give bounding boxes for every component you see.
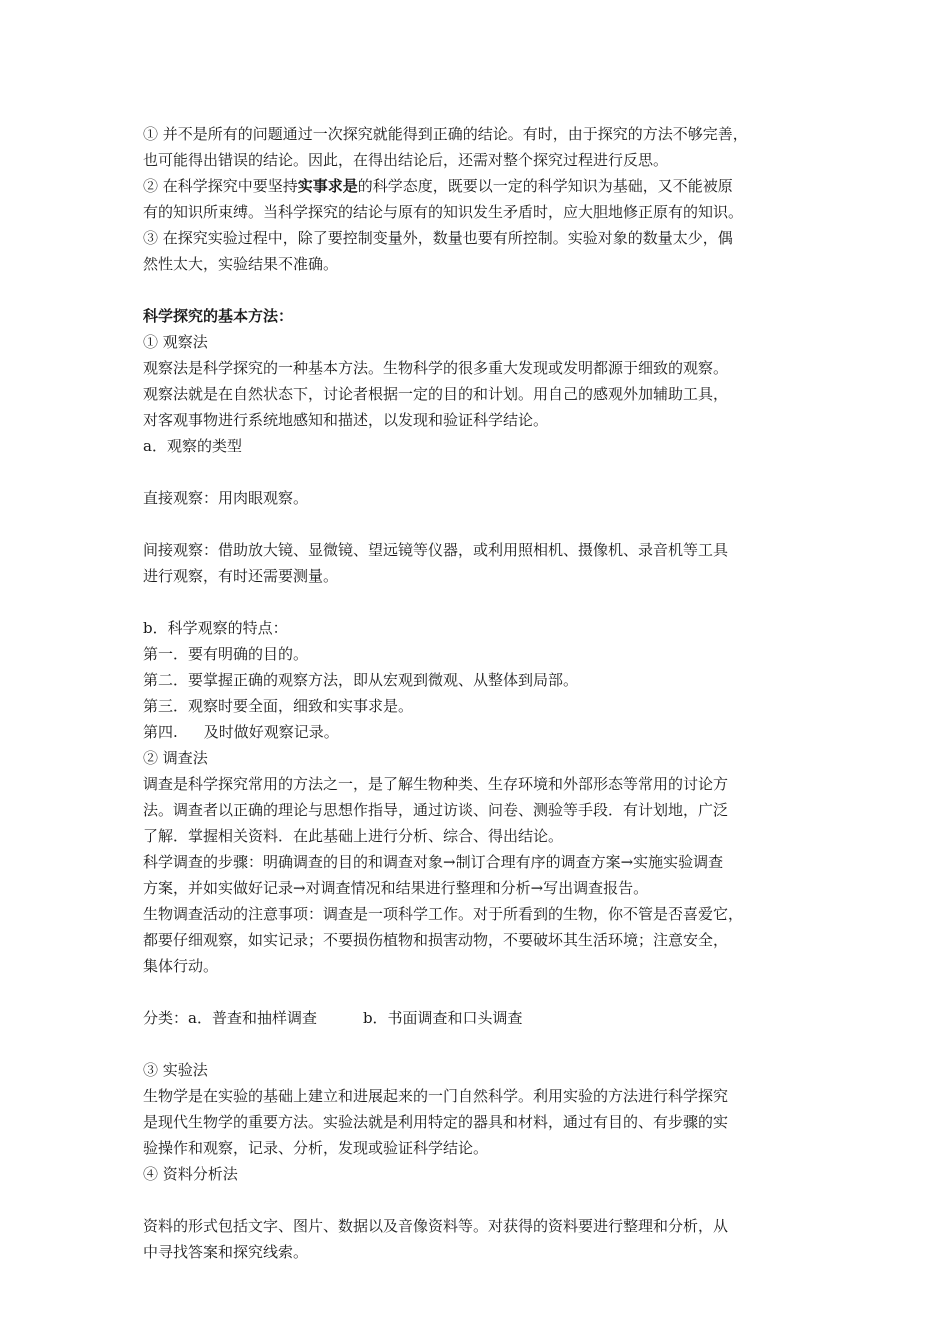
paragraph-line: 科学调查的步骤：明确调查的目的和调查对象→制订合理有序的调查方案→实施实验调查 (143, 853, 724, 871)
paragraph-line: 也可能得出错误的结论。因此，在得出结论后，还需对整个探究过程进行反思。 (143, 151, 669, 169)
list-item: 第三．观察时要全面，细致和实事求是。 (143, 697, 414, 715)
paragraph-line: ① 并不是所有的问题通过一次探究就能得到正确的结论。有时，由于探究的方法不够完善， (143, 125, 748, 143)
classification-b: b．书面调查和口头调查 (362, 1009, 523, 1027)
paragraph-line: 方案，并如实做好记录→对调查情况和结果进行整理和分析→写出调查报告。 (143, 879, 649, 897)
paragraph-line: 都要仔细观察，如实记录；不要损伤植物和损害动物，不要破坏其生活环境；注意安全， (143, 931, 729, 949)
paragraph-line: 观察法就是在自然状态下，讨论者根据一定的目的和计划。用自己的感观外加辅助工具， (143, 385, 729, 403)
paragraph-line: 间接观察：借助放大镜、显微镜、望远镜等仪器，或利用照相机、摄像机、录音机等工具 (143, 541, 729, 559)
section-heading: 科学探究的基本方法： (143, 307, 294, 325)
paragraph-line: 资料的形式包括文字、图片、数据以及音像资料等。对获得的资料要进行整理和分析，从 (143, 1217, 729, 1235)
paragraph-line: 生物学是在实验的基础上建立和进展起来的一门自然科学。利用实验的方法进行科学探究 (143, 1087, 729, 1105)
paragraph-line: 观察法是科学探究的一种基本方法。生物科学的很多重大发现或发明都源于细致的观察。 (143, 359, 729, 377)
text-run: ② 在科学探究中要坚持 (143, 177, 298, 195)
classification-a: 分类：a．普查和抽样调查 (143, 1009, 317, 1027)
paragraph-line: 验操作和观察，记录、分析，发现或验证科学结论。 (143, 1139, 489, 1157)
paragraph-line: 中寻找答案和探究线索。 (143, 1243, 309, 1261)
paragraph-line: 直接观察：用肉眼观察。 (143, 489, 309, 507)
paragraph-line: 调查是科学探究常用的方法之一，是了解生物种类、生存环境和外部形态等常用的讨论方 (143, 775, 729, 793)
paragraph-line (143, 173, 813, 199)
method-title: ② 调查法 (143, 749, 208, 767)
paragraph-line: 生物调查活动的注意事项：调查是一项科学工作。对于所看到的生物，你不管是否喜爱它， (143, 905, 744, 923)
paragraph-line: 有的知识所束缚。当科学探究的结论与原有的知识发生矛盾时，应大胆地修正原有的知识。 (143, 203, 744, 221)
paragraph-line: 对客观事物进行系统地感知和描述，以发现和验证科学结论。 (143, 411, 549, 429)
paragraph-line: 法。调查者以正确的理论与思想作指导，通过访谈、问卷、测验等手段．有计划地，广泛 (143, 801, 729, 819)
bold-emphasis: 实事求是 (297, 177, 358, 195)
spacer (143, 1031, 813, 1057)
list-item-text: 及时做好观察记录。 (203, 723, 339, 741)
spacer (143, 1187, 813, 1213)
list-item: 第一．要有明确的目的。 (143, 645, 309, 663)
subheading: a．观察的类型 (143, 437, 242, 455)
spacer (143, 589, 813, 615)
spacer (143, 511, 813, 537)
spacer (143, 459, 813, 485)
list-item-label: 第四. (143, 723, 178, 741)
paragraph-line: 是现代生物学的重要方法。实验法就是利用特定的器具和材料，通过有目的、有步骤的实 (143, 1113, 729, 1131)
subheading: b．科学观察的特点： (143, 619, 288, 637)
text-run: 的科学态度，既要以一定的科学知识为基础，又不能被原 (357, 177, 733, 195)
list-item (143, 719, 813, 745)
method-title: ③ 实验法 (143, 1061, 208, 1079)
method-title: ① 观察法 (143, 333, 208, 351)
paragraph-line: ③ 在探究实验过程中，除了要控制变量外，数量也要有所控制。实验对象的数量太少，偶 (143, 229, 733, 247)
spacer (143, 979, 813, 1005)
classification-line (143, 1005, 813, 1031)
paragraph-line: 然性太大，实验结果不准确。 (143, 255, 339, 273)
document-page (143, 121, 813, 1265)
spacer (143, 277, 813, 303)
paragraph-line: 进行观察，有时还需要测量。 (143, 567, 339, 585)
list-item: 第二．要掌握正确的观察方法，即从宏观到微观、从整体到局部。 (143, 671, 579, 689)
paragraph-line: 集体行动。 (143, 957, 219, 975)
method-title: ④ 资料分析法 (143, 1165, 238, 1183)
paragraph-line: 了解．掌握相关资料．在此基础上进行分析、综合、得出结论。 (143, 827, 564, 845)
